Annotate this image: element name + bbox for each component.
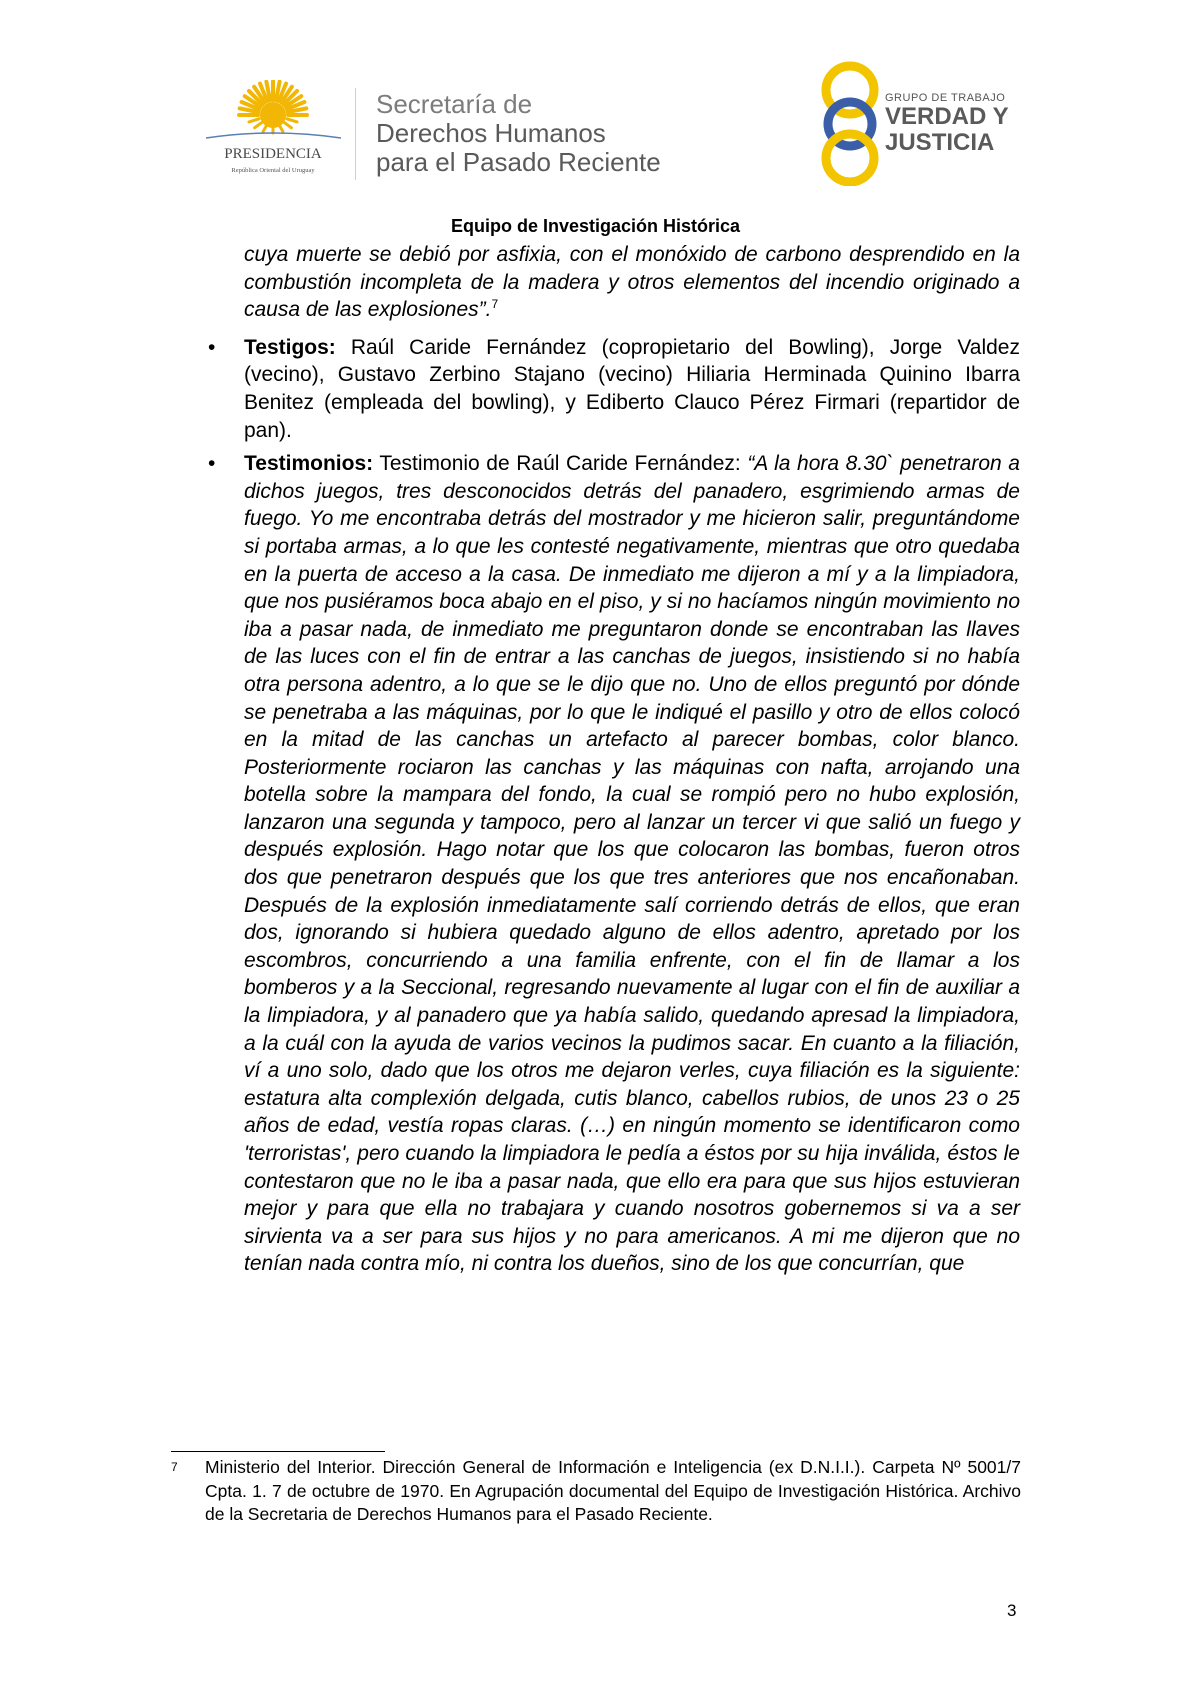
secretaria-name	[376, 90, 661, 177]
testimonios-quote: “A la hora 8.30` penetraron a dichos juegos, tres desconocidos detrás del panadero, esgrimiendo armas de fuego. Yo me encontraba detrás del mostrador y me hicieron salir, preguntándome si portaba armas, a lo que les contesté negativamente, mientras que otro quedaba en la puerta de acceso a la casa. De inmediato me dijeron a mí y a la limpiadora, que nos pusiéramos boca abajo en el piso, y si no hacíamos ningún movimiento no iba a pasar nada, de inmediato me preguntaron donde se encontraban las llaves de las luces con el fin de entrar a las canchas de juegos, insistiendo si no había otra persona adentro, a lo que se le dijo que no. Uno de ellos preguntó por dónde se penetraba a las máquinas, por lo que le indiqué el pasillo y otro de ellos colocó en la mitad de las canchas un artefacto al parecer bombas, color blanco. Posteriormente rociaron las canchas y las máquinas con nafta, arrojando una botella sobre la mampara del fondo, la cual se rompió pero no hubo explosión, lanzaron una segunda y tampoco, pero al lanzar un tercer vi que salió un fuego y después explosión. Hago notar que los que colocaron las bombas, fueron otros dos que penetraron después que los que tres anteriores que nos encañonaban. Después de la explosión inmediatamente salí corriendo detrás de ellos, que eran dos, ignorando si hubiera quedado alguno de ellos adentro, apretado por los escombros, concurriendo a una familia enfrente, con el fin de llamar a los bomberos y a la Seccional, regresando nuevamente al lugar con el fin de auxiliar a la limpiadora, y al panadero que ya había salido, quedando apresad la limpiadora, a la cuál con la ayuda de varios vecinos la pudimos sacar. En cuanto a la filiación, ví a uno solo, dado que los otros me dejaron verles, cuya filiación es la siguiente: estatura alta complexión delgada, cutis blanco, cabellos rubios, de unos 23 o 25 años de edad, vestía ropas claras. (…) en ningún momento se identificaron como 'terroristas', pero cuando la limpiadora le pedía a éstos por su hija inválida, éstos le contestaron que no le iba a pasar nada, que ello era para que sus hijos estuvieran mejor y para que ella no trabajara y cuando nosotros gobernemos si va a ser sirvienta va a ser para sus hijos y no para americanos. A mi me dijeron que no tenían nada contra mío, ni contra los dueños, sino de los que concurrían, que	[244, 452, 1020, 1276]
gtvj-name	[885, 92, 1009, 156]
gtvj-rings-logo	[810, 60, 890, 186]
secretaria-line-2: Derechos Humanos	[376, 118, 606, 148]
testigos-text: Raúl Caride Fernández (copropietario del Bowling), Jorge Valdez (vecino), Gustavo Zerbino Stajano (vecino) Hiliaria Herminada Quinino Ibarra Benitez (empleada del bowling), y Ediberto Clauco Pérez Firmari (repartidor de pan).	[244, 335, 1020, 442]
gtvj-line-3: JUSTICIA	[885, 129, 995, 156]
testigos-label: Testigos:	[244, 335, 336, 359]
presidencia-title: PRESIDENCIA	[224, 146, 322, 162]
sun-ray	[287, 119, 297, 122]
footnote-text: Ministerio del Interior. Dirección General de Información e Inteligencia (ex D.N.I.I.). Carpeta Nº 5001/7 Cpta. 1. 7 de octubre de 1970. En Agrupación documental del Equipo de Investigación Histórica. Archivo de la Secretaria de Derechos Humanos para el Pasado Reciente.	[205, 1457, 1021, 1524]
logo-divider	[355, 88, 356, 180]
bullet-icon: •	[208, 335, 216, 359]
footnote	[171, 1456, 1021, 1527]
list-item-testigos	[208, 334, 1020, 444]
sun-ray	[249, 119, 259, 122]
document-body	[208, 241, 1020, 1278]
quote-continuation	[244, 241, 1020, 324]
sun-ray	[284, 122, 292, 128]
secretaria-line-1: Secretaría de	[376, 89, 533, 119]
gtvj-line-2: VERDAD Y	[885, 103, 1009, 130]
list-item-testimonios	[208, 450, 1020, 1278]
page-header	[0, 0, 1191, 236]
testimonios-label: Testimonios:	[244, 452, 374, 476]
quote-continuation-text: cuya muerte se debió por asfixia, con el monóxido de carbono desprendido en la combustión incompleta de la madera y otros elementos del incendio originado a causa de las explosiones”.	[244, 243, 1020, 322]
sun-ray	[255, 122, 263, 128]
presidencia-sun-logo	[196, 80, 351, 180]
footnote-number: 7	[171, 1460, 178, 1474]
footnote-reference: 7	[491, 297, 499, 312]
presidencia-subtitle: República Oriental del Uruguay	[231, 167, 315, 174]
footnote-separator	[171, 1451, 385, 1452]
bullet-icon: •	[208, 452, 216, 476]
secretaria-line-3: para el Pasado Reciente	[376, 147, 661, 177]
team-title: Equipo de Investigación Histórica	[450, 216, 741, 236]
testimonios-intro: Testimonio de Raúl Caride Fernández:	[373, 452, 748, 476]
gtvj-line-1: GRUPO DE TRABAJO	[885, 92, 1006, 104]
page-number: 3	[1007, 1601, 1017, 1620]
